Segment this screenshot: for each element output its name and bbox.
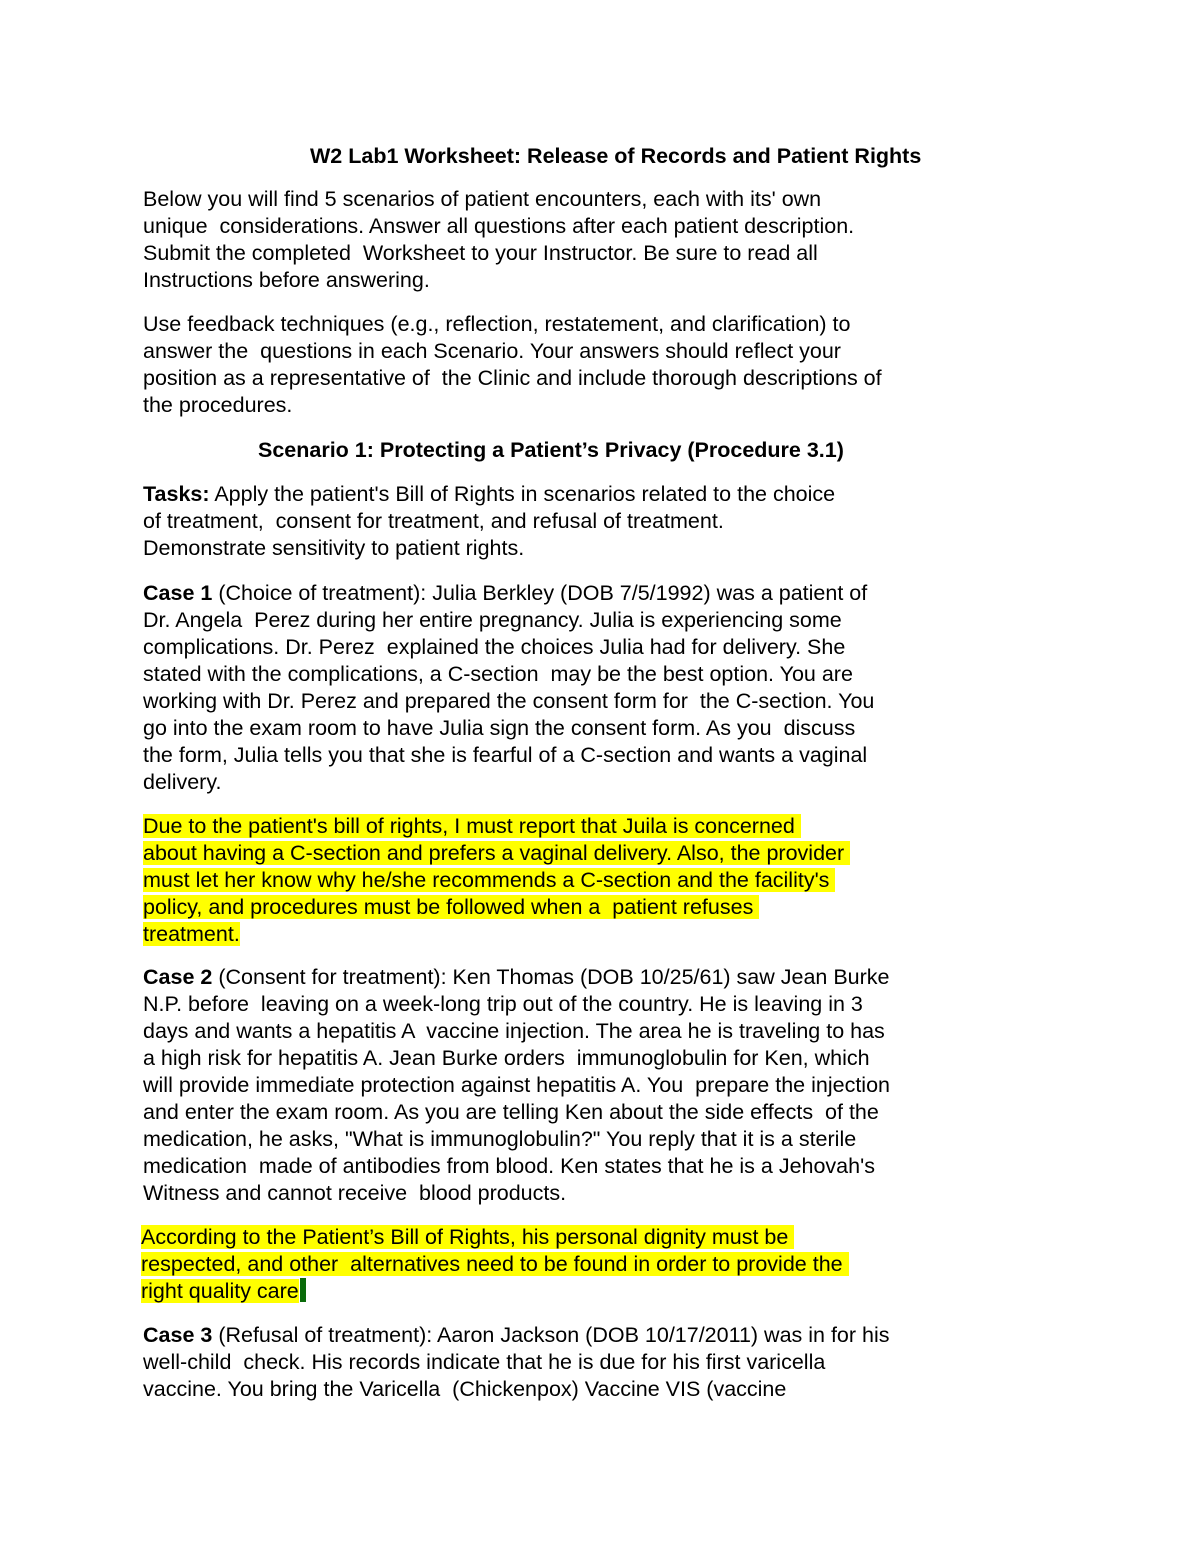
intro-line: Instructions before answering. xyxy=(143,268,430,292)
case1-line xyxy=(143,580,867,607)
feedback-line: Use feedback techniques (e.g., reflection, restatement, and clarification) to xyxy=(143,312,851,336)
case2-line: medication made of antibodies from blood. Ken states that he is a Jehovah's xyxy=(143,1154,875,1178)
tasks-line xyxy=(143,481,835,508)
answer-highlight[interactable]: must let her know why he/she recommends a C-section and the facility's xyxy=(143,868,836,892)
intro-line: unique considerations. Answer all questions after each patient description. xyxy=(143,214,855,238)
case1-answer-line[interactable] xyxy=(143,921,240,948)
tasks-line: of treatment, consent for treatment, and refusal of treatment. xyxy=(143,509,724,533)
intro-line: Submit the completed Worksheet to your Instructor. Be sure to read all xyxy=(143,241,818,265)
case2-label: Case 2 xyxy=(143,965,213,989)
feedback-line: the procedures. xyxy=(143,393,293,417)
case1-answer-line[interactable] xyxy=(143,894,759,921)
case2-line xyxy=(143,964,890,991)
case1-answer-line[interactable] xyxy=(143,867,835,894)
answer-highlight[interactable]: Due to the patient's bill of rights, I must report that Juila is concerned xyxy=(143,814,801,838)
case2-line: will provide immediate protection against hepatitis A. You prepare the injection xyxy=(143,1073,890,1097)
case1-text: (Choice of treatment): Julia Berkley (DOB 7/5/1992) was a patient of xyxy=(212,581,868,605)
case2-line: days and wants a hepatitis A vaccine injection. The area he is traveling to has xyxy=(143,1019,885,1043)
case1-line: delivery. xyxy=(143,770,222,794)
case2-text: (Consent for treatment): Ken Thomas (DOB 10/25/61) saw Jean Burke xyxy=(212,965,890,989)
case1-line: working with Dr. Perez and prepared the consent form for the C-section. You xyxy=(143,689,875,713)
case2-answer-line[interactable] xyxy=(141,1278,306,1305)
answer-highlight[interactable]: According to the Patient’s Bill of Rights, his personal dignity must be xyxy=(141,1225,795,1249)
case1-line: stated with the complications, a C-section may be the best option. You are xyxy=(143,662,853,686)
case2-line: Witness and cannot receive blood products. xyxy=(143,1181,567,1205)
case1-line: the form, Julia tells you that she is fearful of a C-section and wants a vaginal xyxy=(143,743,868,767)
case1-answer-line[interactable] xyxy=(143,813,801,840)
feedback-line: position as a representative of the Clinic and include thorough descriptions of xyxy=(143,366,882,390)
case3-label: Case 3 xyxy=(143,1323,213,1347)
case2-line: a high risk for hepatitis A. Jean Burke orders immunoglobulin for Ken, which xyxy=(143,1046,870,1070)
answer-highlight[interactable]: about having a C-section and prefers a vaginal delivery. Also, the provider xyxy=(143,841,851,865)
case2-answer-line[interactable] xyxy=(141,1224,794,1251)
case1-answer-line[interactable] xyxy=(143,840,850,867)
case3-line: well-child check. His records indicate that he is due for his first varicella xyxy=(143,1350,826,1374)
case3-text: (Refusal of treatment): Aaron Jackson (DOB 10/17/2011) was in for his xyxy=(212,1323,890,1347)
document-title: W2 Lab1 Worksheet: Release of Records and Patient Rights xyxy=(310,144,922,168)
case3-line xyxy=(143,1322,890,1349)
tasks-text: Apply the patient's Bill of Rights in scenarios related to the choice xyxy=(209,482,836,506)
answer-highlight[interactable]: treatment. xyxy=(143,922,240,946)
case2-line: medication, he asks, "What is immunoglobulin?" You reply that it is a sterile xyxy=(143,1127,857,1151)
case1-line: complications. Dr. Perez explained the choices Julia had for delivery. She xyxy=(143,635,846,659)
feedback-line: answer the questions in each Scenario. Your answers should reflect your xyxy=(143,339,841,363)
case1-line: Dr. Angela Perez during her entire pregnancy. Julia is experiencing some xyxy=(143,608,842,632)
case1-line: go into the exam room to have Julia sign the consent form. As you discuss xyxy=(143,716,856,740)
text-cursor xyxy=(300,1278,306,1302)
intro-line: Below you will find 5 scenarios of patient encounters, each with its' own xyxy=(143,187,822,211)
case3-line: vaccine. You bring the Varicella (Chickenpox) Vaccine VIS (vaccine xyxy=(143,1377,787,1401)
case2-line: N.P. before leaving on a week-long trip out of the country. He is leaving in 3 xyxy=(143,992,863,1016)
scenario-heading: Scenario 1: Protecting a Patient’s Privacy (Procedure 3.1) xyxy=(258,438,844,462)
case2-line: and enter the exam room. As you are telling Ken about the side effects of the xyxy=(143,1100,879,1124)
tasks-line: Demonstrate sensitivity to patient rights. xyxy=(143,536,525,560)
case1-label: Case 1 xyxy=(143,581,213,605)
answer-highlight[interactable]: policy, and procedures must be followed when a patient refuses xyxy=(143,895,760,919)
answer-highlight[interactable]: respected, and other alternatives need to be found in order to provide the xyxy=(141,1252,849,1276)
tasks-label: Tasks: xyxy=(143,482,210,506)
answer-highlight[interactable]: right quality care xyxy=(141,1279,299,1303)
case2-answer-line[interactable] xyxy=(141,1251,849,1278)
